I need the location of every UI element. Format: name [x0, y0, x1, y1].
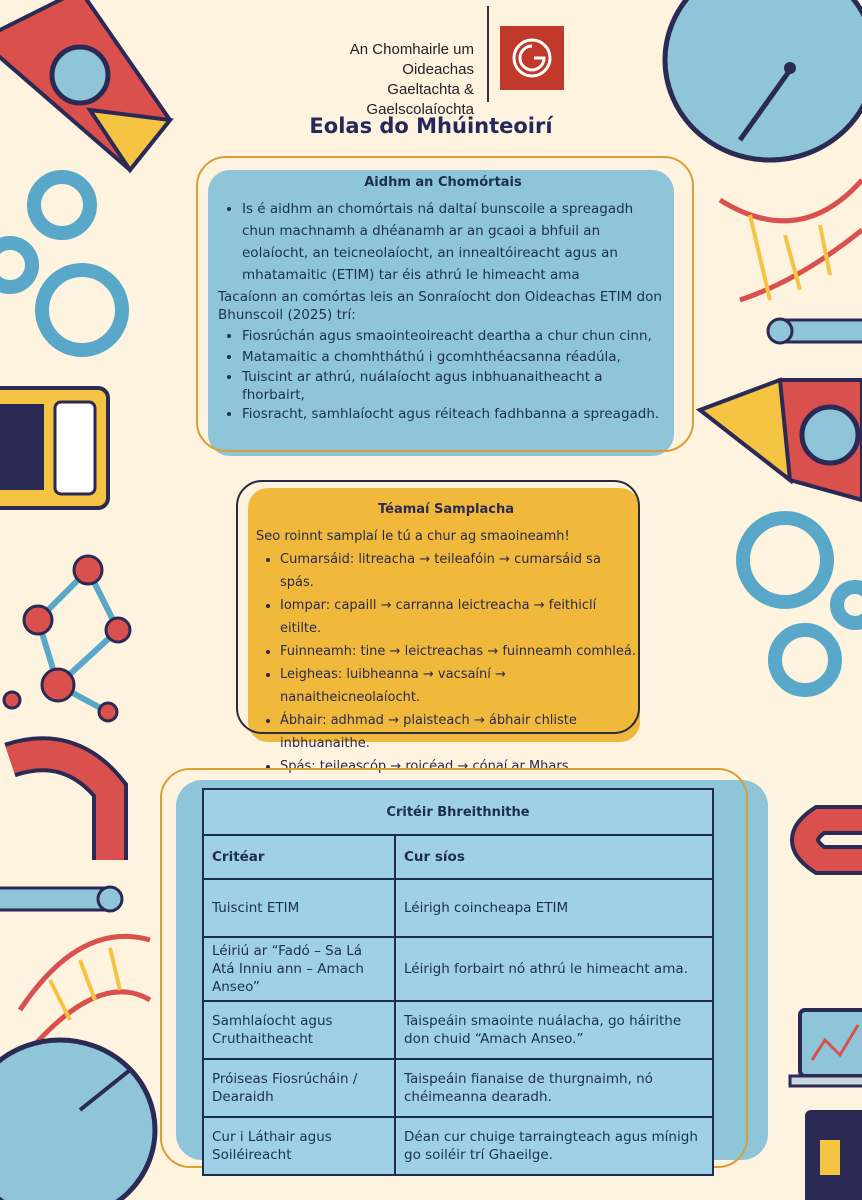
table-row — [203, 1001, 713, 1059]
dna-icon-right — [720, 180, 862, 300]
calculator-icon — [0, 388, 108, 508]
table-row — [203, 879, 713, 937]
criterion-cell: Léiriú ar “Fadó – Sa Lá Atá Inniu ann – Amach Anseo” — [203, 937, 395, 1001]
gear-icon-right — [743, 518, 862, 690]
aims-section — [218, 172, 668, 425]
list-item: • Fiosracht, samhlaíocht agus réiteach fadhbanna a spreagadh. — [242, 404, 668, 425]
magnet-icon — [10, 754, 110, 860]
description-cell: Léirigh coincheapa ETIM — [395, 879, 713, 937]
criterion-cell: Tuiscint ETIM — [203, 879, 395, 937]
book-icon — [805, 1110, 862, 1200]
list-item: • Cumarsáid: litreacha → teileafóin → cumarsáid sa spás. — [280, 548, 636, 594]
criterion-cell: Próiseas Fiosrúcháin / Dearaidh — [203, 1059, 395, 1117]
test-tube-icon-right — [768, 319, 862, 343]
table-row — [203, 937, 713, 1001]
description-cell: Déan cur chuige tarraingteach agus mínigh go soiléir trí Ghaeilge. — [395, 1117, 713, 1175]
list-item: • Fuinneamh: tine → leictreachas → fuinneamh comhleá. — [280, 640, 636, 663]
list-item: • Spás: teileascóp → roicéad → cónaí ar Mhars. — [280, 755, 636, 778]
laptop-icon — [790, 1010, 862, 1086]
aims-heading: Aidhm an Chomórtais — [364, 175, 522, 190]
organisation-logo — [500, 26, 564, 90]
list-item: • Tuiscint ar athrú, nuálaíocht agus inbhuanaitheacht a fhorbairt, — [242, 368, 668, 404]
list-item: • Matamaitic a chomhtháthú i gcomhthéacsanna réadúla, — [242, 347, 668, 368]
rocket-icon — [0, 0, 170, 170]
organisation-name — [298, 40, 474, 120]
themes-heading: Téamaí Samplacha — [378, 502, 514, 517]
criteria-caption: Critéir Bhreithnithe — [203, 789, 713, 835]
themes-section — [256, 498, 636, 778]
list-item: • Fiosrúchán agus smaointeoireacht deartha a chur chun cinn, — [242, 326, 668, 347]
column-header-description: Cur síos — [395, 835, 713, 879]
aims-intro: Tacaíonn an comórtas leis an Sonraíocht don Oideachas ETIM don Bhunscoil (2025) trí: — [218, 289, 662, 323]
aims-main-bullet: • Is é aidhm an chomórtais ná daltaí bunscoile a spreagadh chun machnamh a dhéanamh ar an gcaoi a bhfuil an eolaíocht, an teicneolaíocht, an innealtóireacht agus an mhatamaitic (ETIM) tar éis athrú le himeacht ama — [242, 198, 668, 286]
header-divider — [487, 6, 489, 102]
themes-intro: Seo roinnt samplaí le tú a chur ag smaoineamh! — [256, 529, 570, 544]
list-item: • Leigheas: luibheanna → vacsaíní → nanaitheicneolaíocht. — [280, 663, 636, 709]
themes-list — [256, 548, 636, 778]
description-cell: Taispeáin smaointe nuálacha, go háirithe don chuid “Amach Anseo.” — [395, 1001, 713, 1059]
page-title: Eolas do Mhúinteoirí — [309, 114, 553, 138]
list-item: • Iompar: capaill → carranna leictreacha → feithiclí eitilte. — [280, 594, 636, 640]
satellite-dish-icon — [0, 1040, 155, 1200]
table-row — [203, 1117, 713, 1175]
list-item: • Ábhair: adhmad → plaisteach → ábhair chliste inbhuanaithe. — [280, 709, 636, 755]
org-line-1: An Chomhairle um Oideachas — [349, 41, 474, 78]
description-cell: Taispeáin fianaise de thurgnaimh, nó chéimeanna dearadh. — [395, 1059, 713, 1117]
criterion-cell: Samhlaíocht agus Cruthaitheacht — [203, 1001, 395, 1059]
molecule-icon — [4, 556, 130, 721]
aims-list — [218, 326, 668, 425]
criterion-cell: Cur i Láthair agus Soiléireacht — [203, 1117, 395, 1175]
column-header-criterion: Critéar — [203, 835, 395, 879]
magnet-icon-right — [805, 820, 862, 860]
aims-main-list — [218, 198, 668, 286]
criteria-table — [202, 788, 714, 1176]
rocket-icon-right — [700, 380, 862, 500]
org-line-2: Gaeltachta & Gaelscolaíochta — [366, 81, 474, 118]
description-cell: Léirigh forbairt nó athrú le himeacht ama. — [395, 937, 713, 1001]
gear-icon — [0, 177, 122, 350]
test-tube-icon — [0, 887, 122, 911]
dna-icon — [20, 936, 150, 1050]
table-row — [203, 1059, 713, 1117]
